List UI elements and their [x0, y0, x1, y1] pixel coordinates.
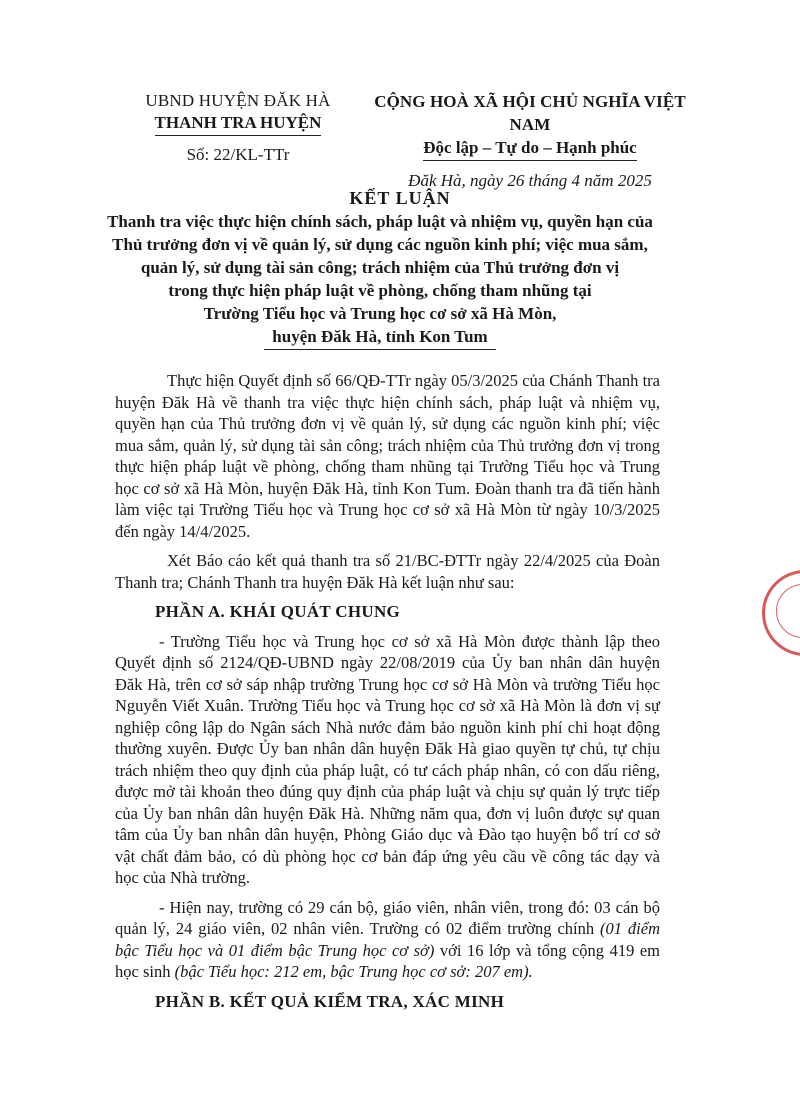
section-heading-part-a: PHẦN A. KHÁI QUÁT CHUNG — [155, 602, 401, 621]
header-left — [118, 90, 358, 166]
paragraph-school-establishment: - Trường Tiểu học và Trung học cơ sở xã Hà Mòn được thành lập theo Quyết định số 2124/QĐ-UBND ngày 22/08/2019 của Ủy ban nhân dân huyện Đăk Hà, trên cơ sở sáp nhập trường Trung học cơ sở Hà Mòn và trường Tiểu học Nguyễn Viết Xuân. Trường Tiểu học và Trung học cơ sở xã Hà Mòn là đơn vị sự nghiệp công lập do Ngân sách Nhà nước đảm bảo nguồn kinh phí chi hoạt động thường xuyên. Được Ủy ban nhân dân huyện Đăk Hà giao quyền tự chủ, tự chịu trách nhiệm theo quy định của pháp luật, có tư cách pháp nhân, có con dấu riêng, được mở tài khoản theo đúng quy định của pháp luật và chịu sự quản lý trực tiếp của Ủy ban nhân dân huyện Đăk Hà. Những năm qua, đơn vị luôn được sự quan tâm của Ủy ban nhân dân huyện, Phòng Giáo dục và Đào tạo huyện bố trí cơ sở vật chất đảm bảo, có dù phòng học cơ bản đáp ứng yêu cầu về công tác dạy và học của Nhà trường. — [115, 631, 660, 887]
staff-text: - Hiện nay, trường có 29 cán bộ, giáo viên, nhân viên, trong đó: 03 cán bộ quản lý, 24 giáo viên, 02 nhân viên. Trường có 02 điểm trường chính — [115, 897, 660, 938]
subject-line: Trường Tiểu học và Trung học cơ sở xã Hà Mòn, — [203, 304, 557, 323]
paragraph-report: Xét Báo cáo kết quả thanh tra số 21/BC-ĐTTr ngày 22/4/2025 của Đoàn Thanh tra; Chánh Thanh tra huyện Đăk Hà kết luận như sau: — [115, 551, 660, 592]
subject-line: trong thực hiện pháp luật về phòng, chống tham nhũng tại — [168, 281, 592, 300]
header-right — [360, 90, 700, 192]
paragraph-decision: Thực hiện Quyết định số 66/QĐ-TTr ngày 05/3/2025 của Chánh Thanh tra huyện Đăk Hà về thanh tra việc thực hiện chính sách, pháp luật và nhiệm vụ, quyền hạn của Thủ trưởng đơn vị về quản lý, sử dụng các nguồn kinh phí; việc mua sắm, quản lý, sử dụng tài sản công; trách nhiệm của Thủ trưởng đơn vị trong thực hiện pháp luật về phòng, chống tham nhũng tại Trường Tiểu học và Trung học cơ sở xã Hà Mòn, huyện Đăk Hà, tỉnh Kon Tum. Đoàn thanh tra đã tiến hành làm việc tại Trường Tiểu học và Trung học cơ sở xã Hà Mòn từ ngày 10/3/2025 đến ngày 14/4/2025. — [115, 371, 660, 541]
document-title: KẾT LUẬN — [349, 188, 451, 208]
student-note-italic: (bậc Tiểu học: 212 em, bậc Trung học cơ sở: 207 em). — [174, 962, 533, 981]
national-motto: Độc lập – Tự do – Hạnh phúc — [423, 136, 636, 161]
document-date: Đăk Hà, ngày 26 tháng 4 năm 2025 — [408, 171, 652, 190]
national-title: CỘNG HOÀ XÃ HỘI CHỦ NGHĨA VIỆT NAM — [374, 92, 686, 134]
paragraph-school-staff — [115, 897, 660, 983]
section-heading-part-b: PHẦN B. KẾT QUẢ KIỂM TRA, XÁC MINH — [155, 991, 505, 1011]
subject-line: Thanh tra việc thực hiện chính sách, pháp luật và nhiệm vụ, quyền hạn của — [107, 212, 653, 231]
staff-note-italic: (01 điểm bậc Tiểu học và 01 điểm bậc Trung học cơ sở) — [115, 919, 660, 960]
class-count-text: với 16 lớp và tổng cộng 419 em học sinh — [115, 940, 660, 981]
agency-name: UBND HUYỆN ĐĂK HÀ — [145, 91, 331, 110]
subject-line: Thủ trưởng đơn vị về quản lý, sử dụng các nguồn kinh phí; việc mua sắm, — [112, 235, 648, 254]
document-number: Số: 22/KL-TTr — [186, 145, 290, 164]
organization-name: THANH TRA HUYỆN — [155, 112, 322, 136]
subject-line: huyện Đăk Hà, tỉnh Kon Tum — [264, 325, 495, 350]
document-body — [115, 370, 660, 1020]
subject-line: quản lý, sử dụng tài sản công; trách nhiệm của Thủ trưởng đơn vị — [140, 258, 620, 277]
document-subject — [100, 210, 660, 350]
